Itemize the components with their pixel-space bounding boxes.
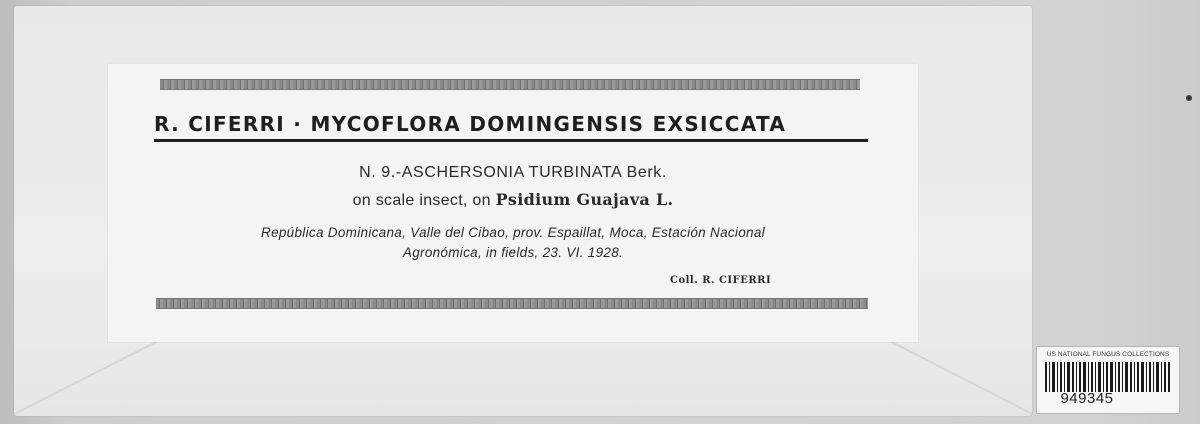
host-name: Psidium Guajava L. — [495, 190, 674, 209]
host-prefix: on scale insect, on — [352, 192, 496, 209]
specimen-dot — [1186, 95, 1192, 101]
collector: Coll. R. CIFERRI — [670, 275, 772, 286]
barcode-caption: US NATIONAL FUNGUS COLLECTIONS — [1046, 351, 1170, 358]
barcode-tag — [1036, 346, 1180, 414]
locality-line-2: Agronómica, in fields, 23. VI. 1928. — [402, 245, 624, 260]
decorative-rule-top — [160, 79, 860, 90]
host-line — [108, 190, 918, 210]
specimen-name: N. 9.-ASCHERSONIA TURBINATA Berk. — [359, 164, 667, 181]
decorative-rule-bottom — [156, 298, 868, 309]
locality-line-1: República Dominicana, Valle del Cibao, prov. Espaillat, Moca, Estación Nacional — [261, 225, 765, 240]
specimen-label — [108, 64, 918, 342]
packet-fold-lines — [14, 336, 1032, 416]
barcode-icon — [1045, 362, 1171, 392]
barcode-number: 949345 — [1060, 390, 1114, 407]
label-title: R. CIFERRI · MYCOFLORA DOMINGENSIS EXSICCATA — [154, 112, 868, 142]
